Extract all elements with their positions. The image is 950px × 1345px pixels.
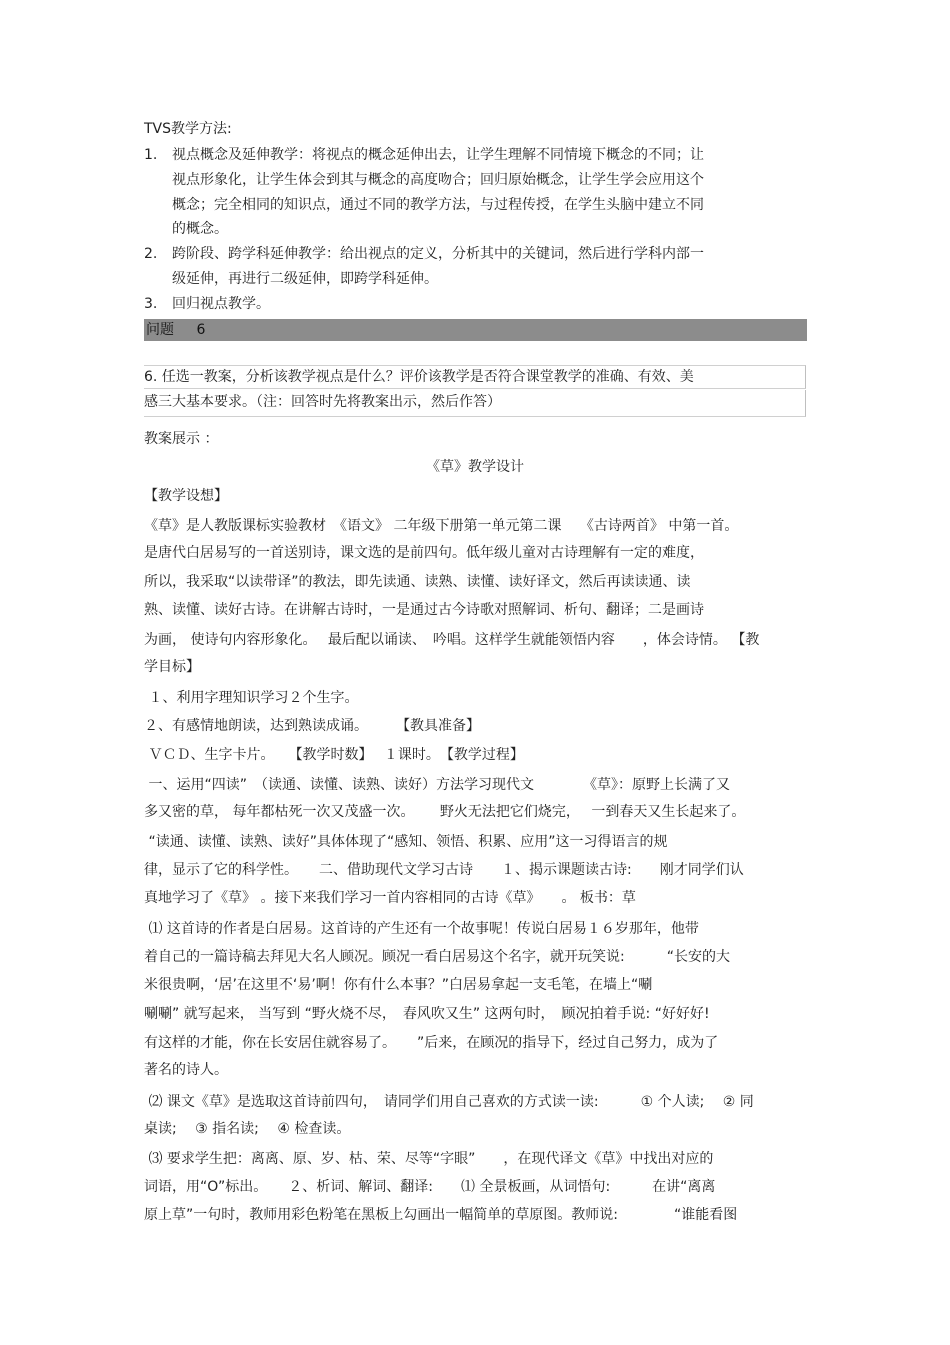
lesson-line: 唰唰” 就写起来， 当写到 “野火烧不尽， 春风吹又生” 这两句时， 顾况拍着手说: “好好好!	[144, 1006, 710, 1022]
lesson-line: ⑵ 课文《草》是选取这首诗前四句， 请同学们用自己喜欢的方式读一读: ① 个人读; ② 同	[144, 1094, 754, 1110]
lesson-line: 著名的诗人。	[144, 1062, 228, 1078]
tvs-heading: TVS教学方法:	[144, 121, 232, 137]
lesson-line: ⑴ 这首诗的作者是白居易。这首诗的产生还有一个故事呢！传说白居易１６岁那年，他带	[144, 921, 699, 937]
question-text: 6. 任选一教案，分析该教学视点是什么？评价该教学是否符合课堂教学的准确、有效、美	[144, 369, 694, 385]
lesson-line: 多又密的草， 每年都枯死一次又茂盛一次。 野火无法把它们烧完， 一到春天又生长起来了。	[144, 804, 746, 820]
lesson-line: 律，显示了它的科学性。 二、借助现代文学习古诗 １、揭示课题读古诗: 刚才同学们认	[144, 862, 744, 878]
list-item-line: 跨阶段、跨学科延伸教学：给出视点的定义，分析其中的关键词，然后进行学科内部一	[172, 246, 704, 262]
lesson-line: 《草》是人教版课标实验教材 《语文》 二年级下册第一单元第二课 《古诗两首》 中第一首。	[144, 518, 739, 534]
list-item-line: 视点形象化，让学生体会到其与概念的高度吻合；回归原始概念，让学生学会应用这个	[172, 172, 704, 188]
lesson-line: １、利用字理知识学习２个生字。	[144, 690, 359, 706]
lesson-line: 桌读; ③ 指名读; ④ 检查读。	[144, 1121, 351, 1137]
list-item-line: 级延伸，再进行二级延伸，即跨学科延伸。	[172, 271, 438, 287]
lesson-line: ⑶ 要求学生把：离离、原、岁、枯、荣、尽等“字眼” ，在现代译文《草》中找出对应的	[144, 1151, 714, 1167]
list-number: 2.	[144, 246, 158, 262]
lesson-line: ２、有感情地朗读，达到熟读成诵。 【教具准备】	[144, 718, 480, 734]
lesson-line: 词语，用“O”标出。 ２、析词、解词、翻译: ⑴ 全景板画，从词悟句: 在讲“离离	[144, 1179, 716, 1195]
list-item-line: 的概念。	[172, 221, 228, 237]
list-item-line: 概念；完全相同的知识点，通过不同的教学方法，与过程传授，在学生头脑中建立不同	[172, 197, 704, 213]
lesson-line: 米很贵啊，‘居’在这里不‘易’啊！你有什么本事？”白居易拿起一支毛笔，在墙上“唰	[144, 977, 653, 993]
question-header-bar	[144, 319, 807, 341]
lesson-line: 有这样的才能，你在长安居住就容易了。 ”后来，在顾况的指导下，经过自己努力，成为了	[144, 1035, 719, 1051]
list-item-line: 视点概念及延伸教学：将视点的概念延伸出去，让学生理解不同情境下概念的不同；让	[172, 147, 704, 163]
list-item-line: 回归视点教学。	[172, 296, 270, 312]
question-number: 6	[196, 322, 206, 338]
lesson-line: 是唐代白居易写的一首送别诗，课文选的是前四句。低年级儿童对古诗理解有一定的难度，	[144, 545, 704, 561]
lesson-title: 《草》教学设计	[426, 459, 524, 475]
lesson-intro: 教案展示 ：	[144, 431, 219, 447]
lesson-line: 原上草”一句时，教师用彩色粉笔在黑板上勾画出一幅简单的草原图。教师说: “谁能看图	[144, 1207, 738, 1223]
lesson-line: ＶＣＤ、生字卡片。 【教学时数】 １课时。 【教学过程】	[144, 747, 524, 763]
question-text: 感三大基本要求。（注：回答时先将教案出示，然后作答）	[144, 394, 501, 410]
lesson-line: 真地学习了《草》 。接下来我们学习一首内容相同的古诗《草》 。 板书：草	[144, 890, 636, 906]
lesson-line: 所以，我采取“以读带译”的教法，即先读通、读熟、读懂、读好译文，然后再读读通、读	[144, 574, 691, 590]
list-number: 3.	[144, 296, 158, 312]
list-number: 1.	[144, 147, 158, 163]
lesson-line: 熟、读懂、读好古诗。在讲解古诗时，一是通过古今诗歌对照解词、析句、翻译；二是画诗	[144, 602, 704, 618]
lesson-line: 为画， 使诗句内容形象化。 最后配以诵读、 吟唱。这样学生就能领悟内容 ，体会诗情。 【教	[144, 632, 760, 648]
question-label: 问题	[146, 322, 174, 338]
lesson-line: “读通、读懂、读熟、读好”具体体现了“感知、领悟、积累、应用”这一习得语言的规	[144, 834, 668, 850]
lesson-line: 一、运用“四读” （读通、读懂、读熟、读好）方法学习现代文 《草》：原野上长满了又	[144, 777, 730, 793]
lesson-line: 【教学设想】	[144, 488, 228, 504]
lesson-line: 学目标】	[144, 659, 200, 675]
lesson-line: 着自己的一篇诗稿去拜见大名人顾况。顾况一看白居易这个名字，就开玩笑说: “长安的大	[144, 949, 730, 965]
